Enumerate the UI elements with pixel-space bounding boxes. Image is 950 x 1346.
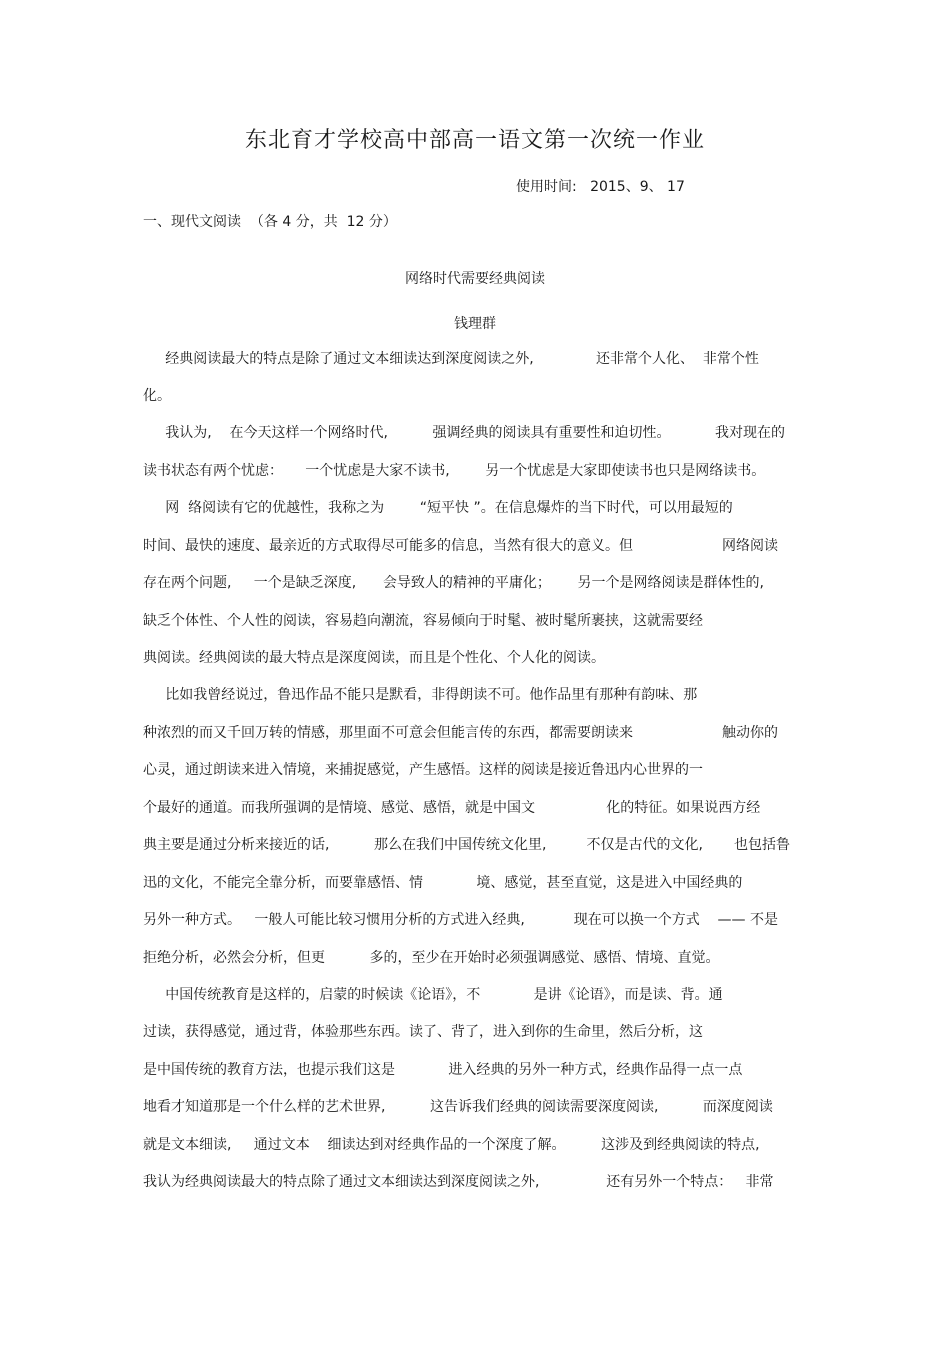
body-line: 种浓烈的而又千回万转的情感，那里面不可意会但能言传的东西，都需要朗读来 触动你的 <box>143 725 779 741</box>
section-heading: 一、现代文阅读 （各 4 分，共 12 分） <box>143 214 397 230</box>
body-line: 缺乏个体性、个人性的阅读，容易趋向潮流，容易倾向于时髦、被时髦所裹挟，这就需要经 <box>143 613 703 629</box>
body-line: 迅的文化，不能完全靠分析，而要靠感悟、情 境、感觉，甚至直觉，这是进入中国经典的 <box>143 875 743 891</box>
article-title: 网络时代需要经典阅读 <box>405 271 545 287</box>
body-line: 中国传统教育是这样的，启蒙的时候读《论语》，不 是讲《论语》，而是读、背。通 <box>143 987 723 1003</box>
body-line: 地看才知道那是一个什么样的艺术世界, 这告诉我们经典的阅读需要深度阅读, 而深度阅读 <box>143 1099 773 1115</box>
body-line: 比如我曾经说过，鲁迅作品不能只是默看，非得朗读不可。他作品里有那种有韵味、那 <box>143 687 698 703</box>
body-line: 时间、最快的速度、最亲近的方式取得尽可能多的信息，当然有很大的意义。但 网络阅读 <box>143 538 779 554</box>
body-line: 存在两个问题, 一个是缺乏深度, 会导致人的精神的平庸化； 另一个是网络阅读是群体性的, <box>143 575 765 591</box>
body-line: 个最好的通道。而我所强调的是情境、感觉、感悟，就是中国文 化的特征。如果说西方经 <box>143 800 761 816</box>
body-line: 过读，获得感觉，通过背，体验那些东西。读了、背了，进入到你的生命里，然后分析，这 <box>143 1024 703 1040</box>
body-line: 典阅读。经典阅读的最大特点是深度阅读，而且是个性化、个人化的阅读。 <box>143 650 605 666</box>
body-line: 化。 <box>143 388 171 404</box>
body-line: 我认为经典阅读最大的特点除了通过文本细读达到深度阅读之外, 还有另外一个特点： 非常 <box>143 1174 774 1190</box>
article-author: 钱理群 <box>454 316 496 332</box>
body-line: 是中国传统的教育方法，也提示我们这是 进入经典的另外一种方式，经典作品得一点一点 <box>143 1062 743 1078</box>
body-line: 经典阅读最大的特点是除了通过文本细读达到深度阅读之外, 还非常个人化、 非常个性 <box>143 351 759 367</box>
body-line: 我认为, 在今天这样一个网络时代, 强调经典的阅读具有重要性和迫切性。 我对现在的 <box>143 425 785 441</box>
body-line: 网 络阅读有它的优越性，我称之为 “短平快 ”。在信息爆炸的当下时代，可以用最短的 <box>143 500 733 516</box>
body-line: 拒绝分析，必然会分析，但更 多的，至少在开始时必须强调感觉、感悟、情境、直觉。 <box>143 950 720 966</box>
document-title: 东北育才学校高中部高一语文第一次统一作业 <box>244 128 705 153</box>
body-line: 另外一种方式。 一般人可能比较习惯用分析的方式进入经典, 现在可以换一个方式 —— 不是 <box>143 912 779 928</box>
body-line: 典主要是通过分析来接近的话, 那么在我们中国传统文化里, 不仅是古代的文化, 也包括鲁 <box>143 837 791 853</box>
body-line: 就是文本细读, 通过文本 细读达到对经典作品的一个深度了解。 这涉及到经典阅读的特点, <box>143 1137 760 1153</box>
body-line: 心灵，通过朗读来进入情境，来捕捉感觉，产生感悟。这样的阅读是接近鲁迅内心世界的一 <box>143 762 703 778</box>
body-line: 读书状态有两个忧虑： 一个忧虑是大家不读书, 另一个忧虑是大家即使读书也只是网络读书。 <box>143 463 766 479</box>
usage-date: 使用时间: 2015、9、 17 <box>516 179 685 195</box>
